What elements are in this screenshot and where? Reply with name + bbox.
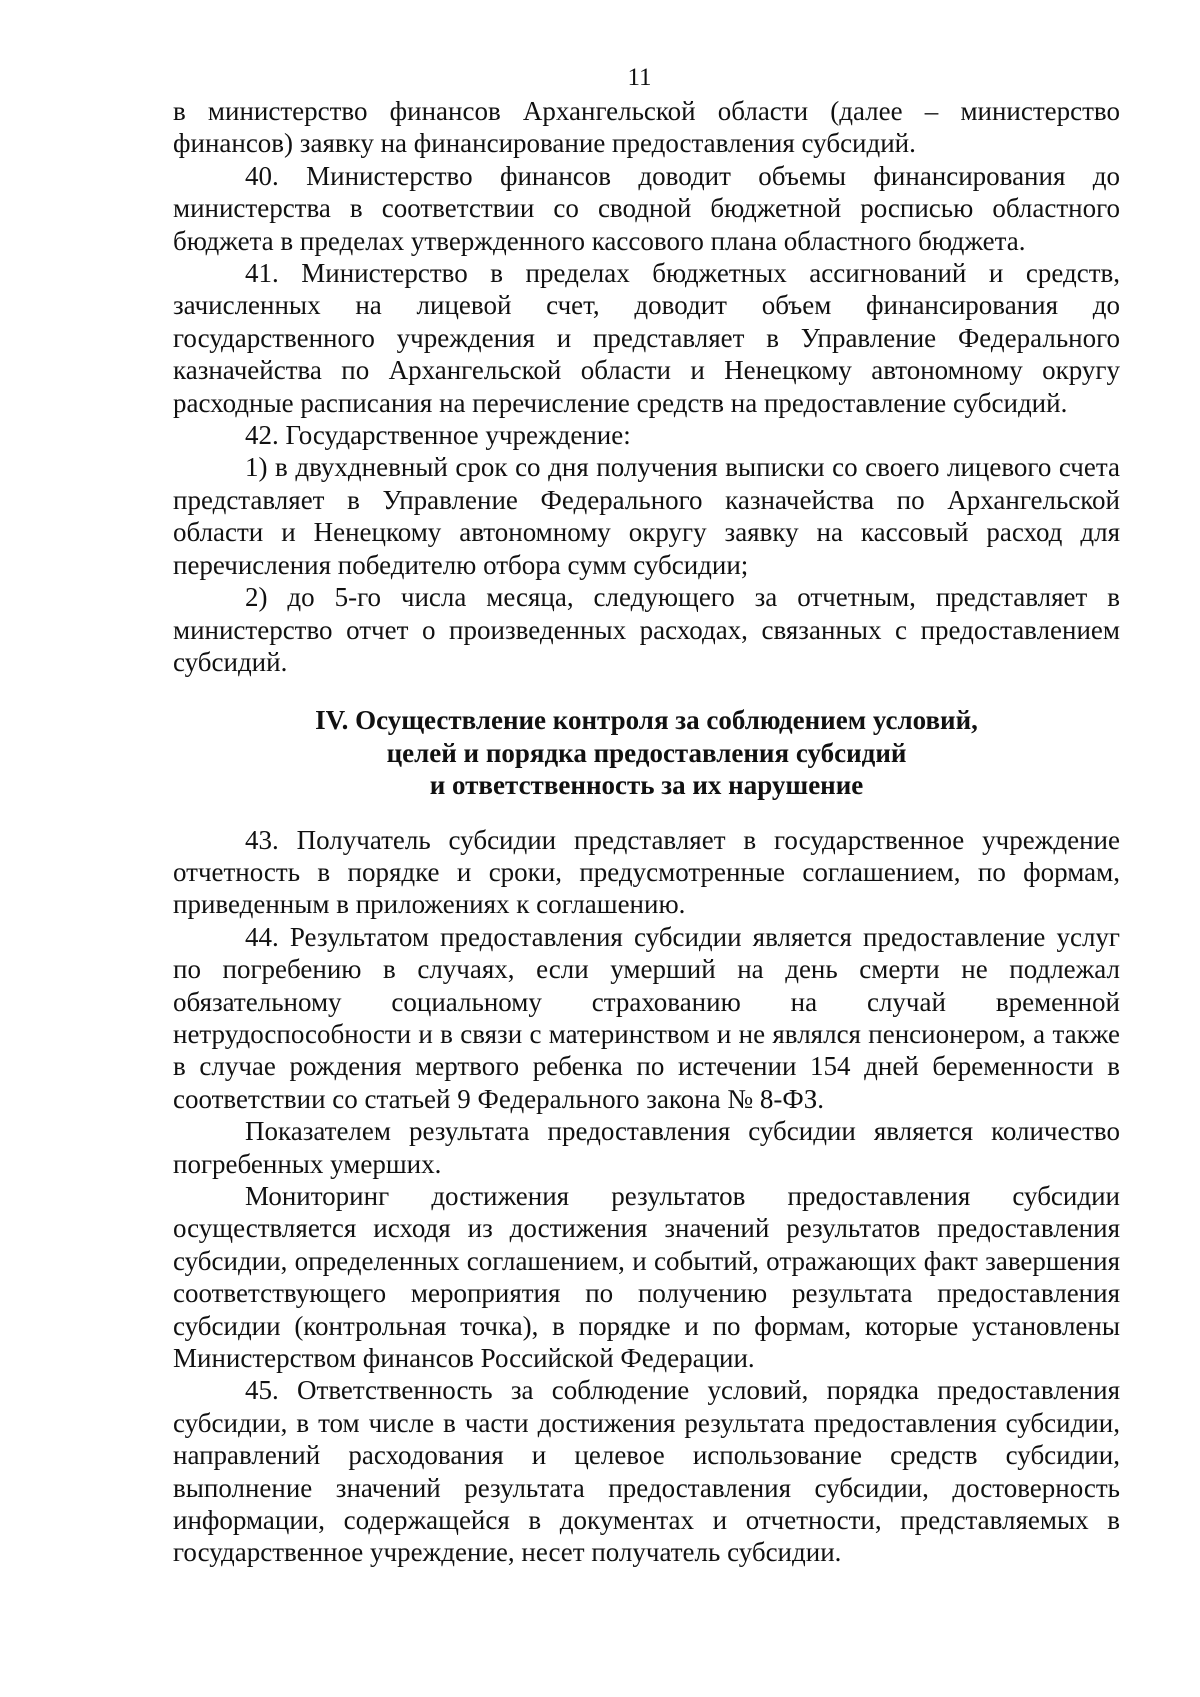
paragraph-continuation: в министерство финансов Архангельской области (далее – министерство финансов) заявку на финансирование предоставления субсидий. bbox=[173, 96, 1120, 159]
section-heading bbox=[173, 704, 1120, 801]
paragraph-item-45: 45. Ответственность за соблюдение условий, порядка предоставления субсидии, в том числе в части достижения результата предоставления субсидии, направлений расходования и целевое использование средств субсидии, выполнение значений результата предоставления субсидии, достоверность информации, содержащейся в документах и отчетности, представляемых в государственное учреждение, несет получатель субсидии. bbox=[173, 1375, 1120, 1568]
paragraph-monitoring: Мониторинг достижения результатов предоставления субсидии осуществляется исходя из достижения значений результатов предоставления субсидии, определенных соглашением, и событий, отражающих факт завершения соответствующего мероприятия по получению результата предоставления субсидии (контрольная точка), в порядке и по формам, которые установлены Министерством финансов Российской Федерации. bbox=[173, 1181, 1120, 1374]
section-heading-line-1: IV. Осуществление контроля за соблюдением условий, bbox=[315, 705, 978, 736]
paragraph-result-indicator: Показателем результата предоставления субсидии является количество погребенных умерших. bbox=[173, 1116, 1120, 1179]
paragraph-item-40: 40. Министерство финансов доводит объемы финансирования до министерства в соответствии со сводной бюджетной росписью областного бюджета в пределах утвержденного кассового плана областного бюджета. bbox=[173, 160, 1120, 256]
page-number: 11 bbox=[627, 64, 652, 91]
section-heading-line-2: целей и порядка предоставления субсидий bbox=[386, 737, 907, 768]
paragraph-item-42: 42. Государственное учреждение: bbox=[245, 420, 631, 451]
section-heading-line-3: и ответственность за их нарушение bbox=[429, 770, 864, 801]
paragraph-item-43: 43. Получатель субсидии представляет в государственное учреждение отчетность в порядке и сроки, предусмотренные соглашением, по формам, приведенным в приложениях к соглашению. bbox=[173, 824, 1120, 920]
document-page bbox=[173, 62, 1120, 1569]
paragraph-item-41: 41. Министерство в пределах бюджетных ассигнований и средств, зачисленных на лицевой счет, доводит объем финансирования до государственного учреждения и представляет в Управление Федерального казначейства по Архангельской области и Ненецкому автономному округу расходные расписания на перечисление средств на предоставление субсидий. bbox=[173, 258, 1120, 418]
paragraph-item-42-subitem-2: 2) до 5-го числа месяца, следующего за отчетным, представляет в министерство отчет о произведенных расходах, связанных с предоставлением субсидий. bbox=[173, 582, 1120, 677]
paragraph-item-44: 44. Результатом предоставления субсидии является предоставление услуг по погребению в случаях, если умерший на день смерти не подлежал обязательному социальному страхованию на случай временной нетрудоспособности и в связи с материнством и не являлся пенсионером, а также в случае рождения мертвого ребенка по истечении 154 дней беременности в соответствии со статьей 9 Федерального закона № 8-ФЗ. bbox=[173, 921, 1120, 1114]
paragraph-item-42-subitem-1: 1) в двухдневный срок со дня получения выписки со своего лицевого счета представляет в Управление Федерального казначейства по Архангельской области и Ненецкому автономному округу заявку на кассовый расход для перечисления победителю отбора сумм субсидии; bbox=[173, 452, 1120, 580]
